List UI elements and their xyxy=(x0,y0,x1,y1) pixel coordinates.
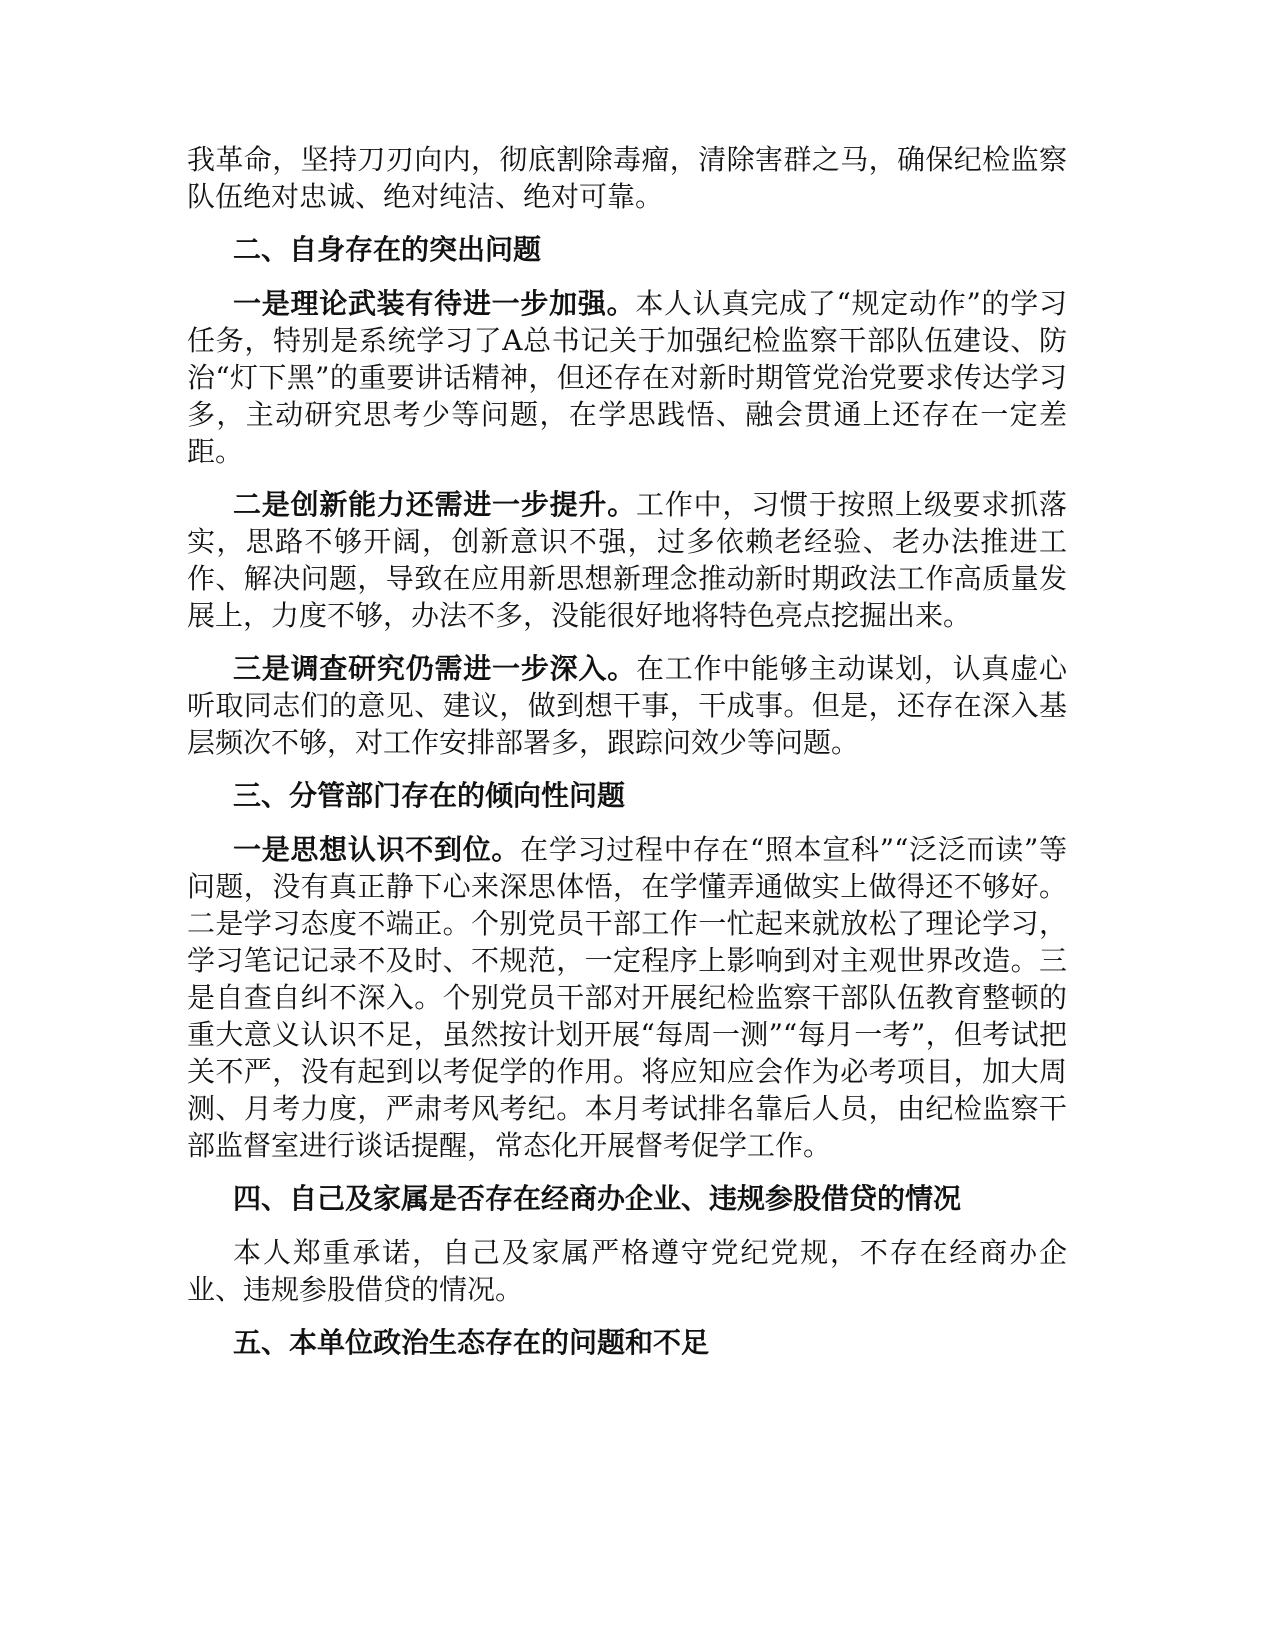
paragraph-lead: 三是调查研究仍需进一步深入。 xyxy=(233,652,636,685)
paragraph-text: 在学习过程中存在“照本宣科”“泛泛而读”等问题，没有真正静下心来深思体悟，在学懂弄通做实上做得还不够好。二是学习态度不端正。个别党员干部工作一忙起来就放松了理论学习，学习笔记记录不及时、不规范，一定程序上影响到对主观世界改造。三是自查自纠不深入。个别党员干部对开展纪检监察干部队伍教育整顿的重大意义认识不足，虽然按计划开展“每周一测”“每月一考”，但考试把关不严，没有起到以考促学的作用。将应知应会作为必考项目，加大周测、月考力度，严肃考风考纪。本月考试排名靠后人员，由纪检监察干部监督室进行谈话提醒，常态化开展督考促学工作。 xyxy=(187,833,1067,1162)
paragraph-lead: 二是创新能力还需进一步提升。 xyxy=(233,488,636,521)
paragraph-thinking xyxy=(187,831,1067,1164)
paragraph-text: 在工作中能够主动谋划，认真虚心听取同志们的意见、建议，做到想干事，干成事。但是，还存在深入基层频次不够，对工作安排部署多，跟踪问效少等问题。 xyxy=(187,652,1067,759)
paragraph-investigation xyxy=(187,650,1067,761)
section-heading-5: 五、本单位政治生态存在的问题和不足 xyxy=(233,1326,710,1359)
paragraph-commitment: 本人郑重承诺，自己及家属严格遵守党纪党规，不存在经商办企业、违规参股借贷的情况。 xyxy=(187,1236,1067,1306)
section-heading-3: 三、分管部门存在的倾向性问题 xyxy=(233,779,626,812)
section-heading-2: 二、自身存在的突出问题 xyxy=(233,233,542,266)
paragraph-theory-study xyxy=(187,285,1067,470)
paragraph-continuation: 我革命，坚持刀刃向内，彻底割除毒瘤，清除害群之马，确保纪检监察队伍绝对忠诚、绝对纯洁、绝对可靠。 xyxy=(187,143,1067,213)
paragraph-text: 本人认真完成了“规定动作”的学习任务，特别是系统学习了A总书记关于加强纪检监察干部队伍建设、防治“灯下黑”的重要讲话精神，但还存在对新时期管党治党要求传达学习多，主动研究思考少等问题，在学思践悟、融会贯通上还存在一定差距。 xyxy=(187,287,1067,468)
paragraph-innovation xyxy=(187,486,1067,634)
section-heading-4: 四、自己及家属是否存在经商办企业、违规参股借贷的情况 xyxy=(233,1182,962,1215)
paragraph-lead: 一是理论武装有待进一步加强。 xyxy=(233,287,636,320)
paragraph-lead: 一是思想认识不到位。 xyxy=(233,833,521,866)
document-body xyxy=(187,141,1067,1378)
paragraph-text: 工作中，习惯于按照上级要求抓落实，思路不够开阔，创新意识不强，过多依赖老经验、老办法推进工作、解决问题，导致在应用新思想新理念推动新时期政法工作高质量发展上，力度不够，办法不多，没能很好地将特色亮点挖掘出来。 xyxy=(187,488,1067,632)
